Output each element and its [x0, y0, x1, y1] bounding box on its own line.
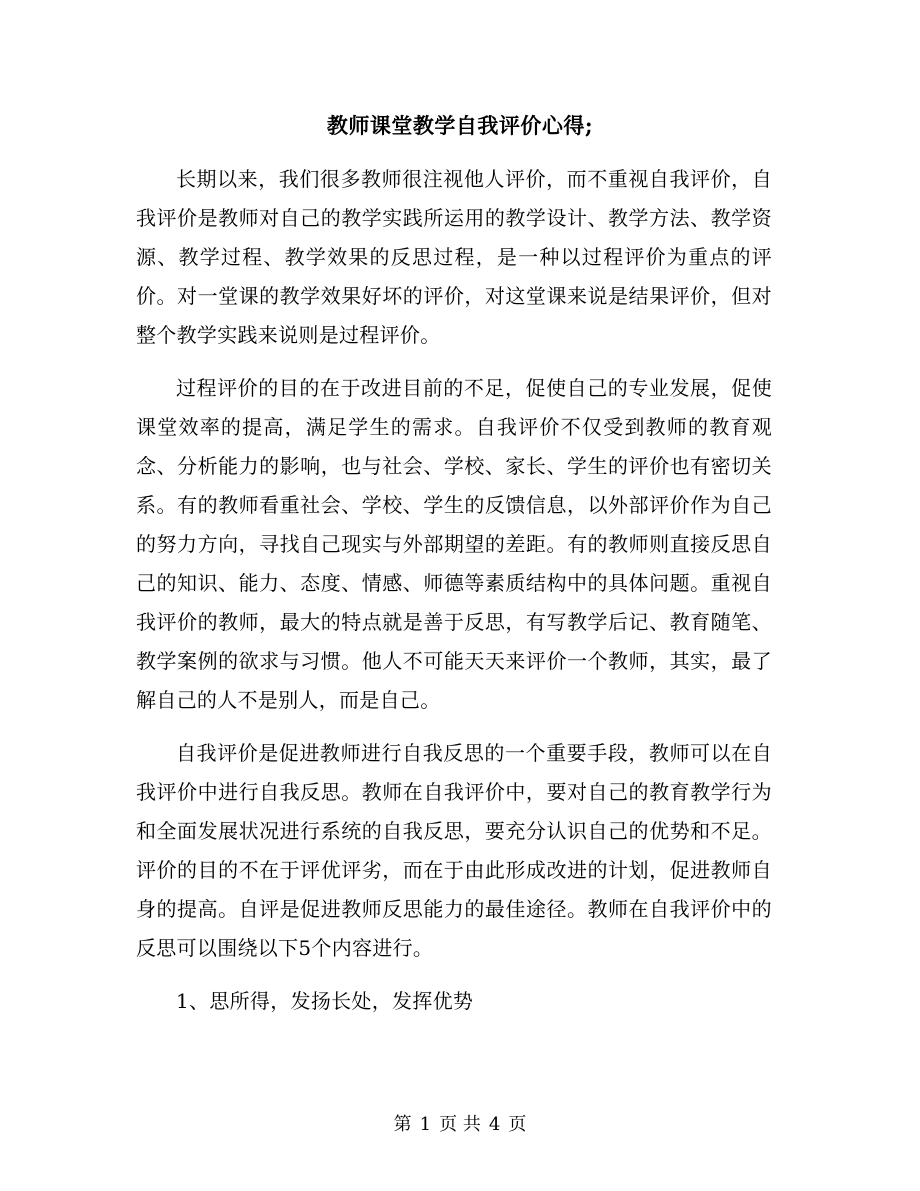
paragraph-4: 1、思所得，发扬长处，发挥优势 — [176, 989, 474, 1013]
page-number: 1 — [419, 1114, 432, 1135]
document-body — [136, 160, 772, 1035]
page-middle: 页 共 — [439, 1114, 481, 1135]
page-total: 4 — [488, 1114, 501, 1135]
paragraph-3: 自我评价是促进教师进行自我反思的一个重要手段，教师可以在自我评价中进行自我反思。教师在自我评价中，要对自己的教育教学行为和全面发展状况进行系统的自我反思，要充分认识自己的优势和不足。评价的目的不在于评优评劣，而在于由此形成改进的计划，促进教师自身的提高。自评是促进教师反思能力的最佳途径。教师在自我评价中的反思可以围绕以下5个内容进行。 — [136, 741, 772, 960]
page-footer — [0, 1110, 920, 1140]
page-suffix: 页 — [508, 1114, 527, 1135]
paragraph-1: 长期以来，我们很多教师很注视他人评价，而不重视自我评价，自我评价是教师对自己的教学实践所运用的教学设计、教学方法、教学资源、教学过程、教学效果的反思过程，是一种以过程评价为重点的评价。对一堂课的教学效果好坏的评价，对这堂课来说是结果评价，但对整个教学实践来说则是过程评价。 — [136, 167, 772, 347]
document-title: 教师课堂教学自我评价心得; — [326, 113, 594, 138]
page-prefix: 第 — [393, 1114, 412, 1135]
paragraph-2: 过程评价的目的在于改进目前的不足，促使自己的专业发展，促使课堂效率的提高，满足学生的需求。自我评价不仅受到教师的教育观念、分析能力的影响，也与社会、学校、家长、学生的评价也有密切关系。有的教师看重社会、学校、学生的反馈信息，以外部评价作为自己的努力方向，寻找自己现实与外部期望的差距。有的教师则直接反思自己的知识、能力、态度、情感、师德等素质结构中的具体问题。重视自我评价的教师，最大的特点就是善于反思，有写教学后记、教育随笔、教学案例的欲求与习惯。他人不可能天天来评价一个教师，其实，最了解自己的人不是别人，而是自己。 — [136, 376, 772, 712]
